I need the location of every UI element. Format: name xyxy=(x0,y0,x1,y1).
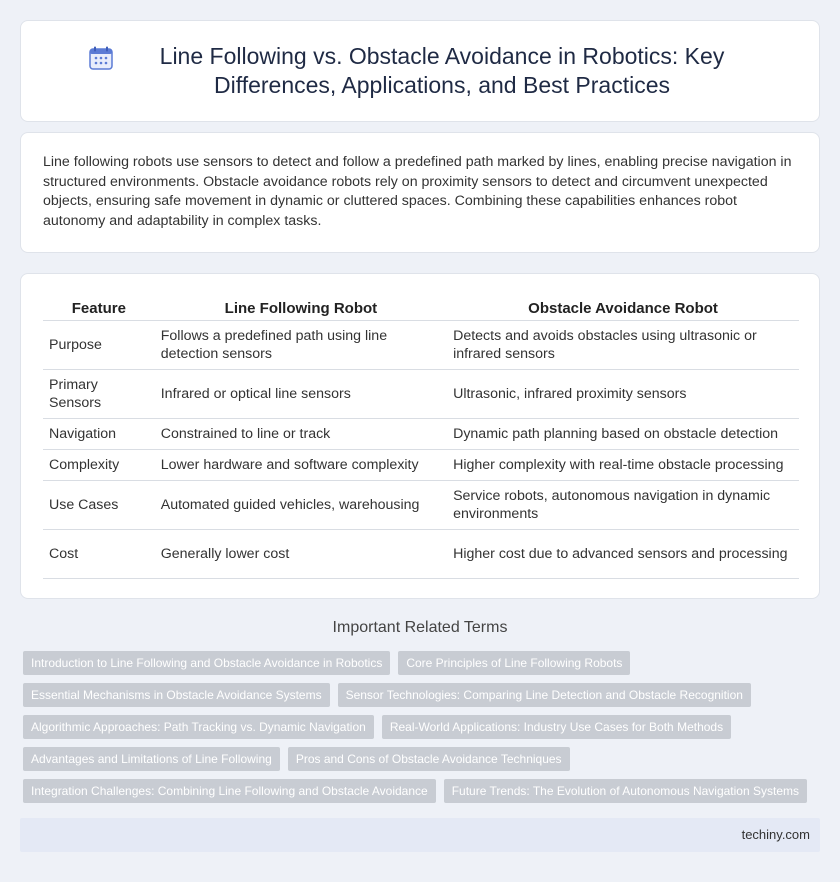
comparison-table xyxy=(43,294,799,579)
table-cell: Dynamic path planning based on obstacle detection xyxy=(447,419,799,450)
related-term-tag[interactable]: Introduction to Line Following and Obstacle Avoidance in Robotics xyxy=(23,651,390,675)
related-term-tag[interactable]: Pros and Cons of Obstacle Avoidance Techniques xyxy=(288,747,570,771)
table-cell: Ultrasonic, infrared proximity sensors xyxy=(447,370,799,419)
column-header: Feature xyxy=(43,294,155,321)
table-row xyxy=(43,450,799,481)
related-term-tag[interactable]: Future Trends: The Evolution of Autonomous Navigation Systems xyxy=(444,779,807,803)
table-cell: Navigation xyxy=(43,419,155,450)
page-title: Line Following vs. Obstacle Avoidance in Robotics: Key Differences, Applications, and Best Practices xyxy=(159,43,725,98)
table-row xyxy=(43,370,799,419)
related-term-tag[interactable]: Sensor Technologies: Comparing Line Detection and Obstacle Recognition xyxy=(338,683,751,707)
table-row xyxy=(43,321,799,370)
related-terms-title: Important Related Terms xyxy=(332,619,508,636)
comparison-table-card xyxy=(20,273,820,599)
table-cell: Follows a predefined path using line detection sensors xyxy=(155,321,447,370)
table-cell: Higher cost due to advanced sensors and processing xyxy=(447,530,799,579)
related-terms-list xyxy=(23,651,823,811)
table-row xyxy=(43,419,799,450)
table-cell: Primary Sensors xyxy=(43,370,155,419)
calendar-icon xyxy=(88,45,114,71)
related-term-tag[interactable]: Integration Challenges: Combining Line Following and Obstacle Avoidance xyxy=(23,779,436,803)
table-cell: Use Cases xyxy=(43,481,155,530)
table-cell: Service robots, autonomous navigation in dynamic environments xyxy=(447,481,799,530)
table-cell: Purpose xyxy=(43,321,155,370)
header-card xyxy=(20,20,820,122)
table-cell: Generally lower cost xyxy=(155,530,447,579)
intro-card xyxy=(20,132,820,253)
related-term-tag[interactable]: Advantages and Limitations of Line Following xyxy=(23,747,280,771)
table-row xyxy=(43,481,799,530)
table-cell: Automated guided vehicles, warehousing xyxy=(155,481,447,530)
table-cell: Constrained to line or track xyxy=(155,419,447,450)
title-wrap xyxy=(58,42,782,100)
table-cell: Infrared or optical line sensors xyxy=(155,370,447,419)
table-header-row xyxy=(43,294,799,321)
table-cell: Higher complexity with real-time obstacle processing xyxy=(447,450,799,481)
footer-site-link[interactable]: techiny.com xyxy=(741,827,810,842)
table-cell: Cost xyxy=(43,530,155,579)
table-row xyxy=(43,530,799,579)
related-term-tag[interactable]: Essential Mechanisms in Obstacle Avoidance Systems xyxy=(23,683,330,707)
footer xyxy=(20,818,820,852)
table-cell: Complexity xyxy=(43,450,155,481)
column-header: Obstacle Avoidance Robot xyxy=(447,294,799,321)
related-term-tag[interactable]: Algorithmic Approaches: Path Tracking vs. Dynamic Navigation xyxy=(23,715,374,739)
intro-paragraph: Line following robots use sensors to detect and follow a predefined path marked by lines, enabling precise navigation in structured environments. Obstacle avoidance robots rely on proximity sensors to detect and circumvent unexpected objects, ensuring safe movement in dynamic or cluttered spaces. Combining these capabilities enhances robot autonomy and adaptability in complex tasks. xyxy=(43,154,792,229)
table-cell: Lower hardware and software complexity xyxy=(155,450,447,481)
column-header: Line Following Robot xyxy=(155,294,447,321)
related-term-tag[interactable]: Real-World Applications: Industry Use Cases for Both Methods xyxy=(382,715,731,739)
related-term-tag[interactable]: Core Principles of Line Following Robots xyxy=(398,651,630,675)
table-cell: Detects and avoids obstacles using ultrasonic or infrared sensors xyxy=(447,321,799,370)
